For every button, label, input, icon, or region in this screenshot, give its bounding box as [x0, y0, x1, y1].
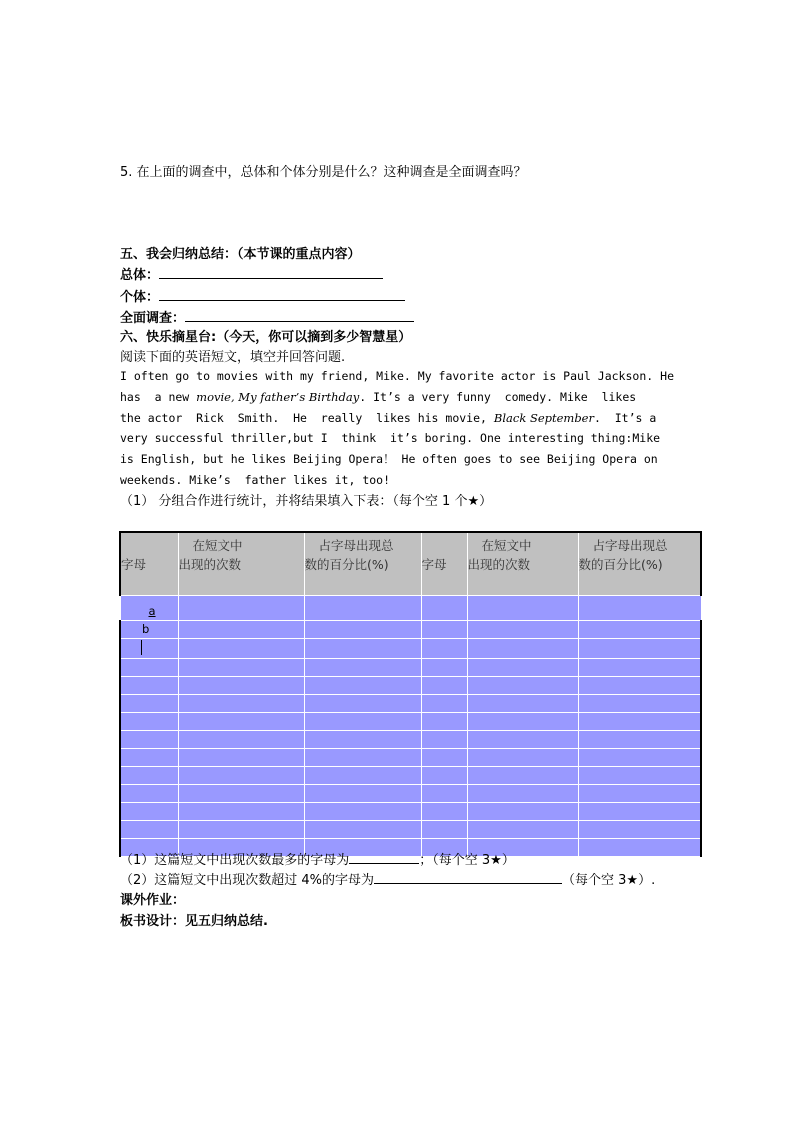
- count-cell[interactable]: [178, 803, 304, 821]
- percent-cell[interactable]: [304, 639, 421, 659]
- passage-line: the actor Rick Smith. He really likes his movie, Black September. It’s a: [120, 410, 657, 425]
- task-1-instruction: （1） 分组合作进行统计，并将结果填入下表：（每个空 1 个★）: [120, 494, 493, 509]
- percent-cell[interactable]: [578, 639, 701, 659]
- percent-cell[interactable]: [578, 803, 701, 821]
- count-cell[interactable]: [467, 695, 578, 713]
- count-cell[interactable]: [467, 731, 578, 749]
- table-row: [120, 803, 701, 821]
- percent-cell[interactable]: [578, 596, 701, 621]
- count-cell[interactable]: [178, 621, 304, 639]
- percent-cell[interactable]: [578, 767, 701, 785]
- count-cell[interactable]: [178, 695, 304, 713]
- percent-cell[interactable]: [578, 713, 701, 731]
- table-row: [120, 695, 701, 713]
- percent-cell[interactable]: [578, 731, 701, 749]
- label-population: 总体：: [120, 268, 160, 283]
- count-cell[interactable]: [178, 677, 304, 695]
- blank-census[interactable]: [185, 308, 414, 322]
- letter-cell[interactable]: [120, 803, 178, 821]
- percent-cell[interactable]: [578, 749, 701, 767]
- percent-cell[interactable]: [578, 677, 701, 695]
- section-6-title: 六、快乐摘星台:（今天，你可以摘到多少智慧星）: [120, 330, 412, 345]
- passage-line: I often go to movies with my friend, Mike. My favorite actor is Paul Jackson. He: [120, 369, 674, 383]
- percent-cell[interactable]: [304, 767, 421, 785]
- count-cell[interactable]: [467, 659, 578, 677]
- table-row: [120, 785, 701, 803]
- percent-cell[interactable]: [578, 821, 701, 839]
- letter-cell[interactable]: b: [120, 621, 178, 639]
- percent-cell[interactable]: [304, 596, 421, 621]
- letter-cell[interactable]: [421, 731, 467, 749]
- percent-cell[interactable]: [578, 695, 701, 713]
- letter-cell[interactable]: [120, 821, 178, 839]
- percent-cell[interactable]: [304, 659, 421, 677]
- fill-line-census: [120, 307, 414, 326]
- letter-cell[interactable]: [120, 731, 178, 749]
- table-row: [120, 659, 701, 677]
- table-row: [120, 713, 701, 731]
- letter-cell[interactable]: [120, 713, 178, 731]
- letter-cell[interactable]: [421, 767, 467, 785]
- count-cell[interactable]: [467, 767, 578, 785]
- table-row: [120, 749, 701, 767]
- homework-label: 课外作业：: [120, 893, 186, 908]
- count-cell[interactable]: [178, 713, 304, 731]
- answer-line-1: （1）这篇短文中出现次数最多的字母为 ；（每个空 3★）: [120, 853, 515, 868]
- count-cell[interactable]: [178, 749, 304, 767]
- section-5-title: 五、我会归纳总结：（本节课的重点内容）: [120, 247, 361, 262]
- count-cell[interactable]: [178, 596, 304, 621]
- reading-instruction: 阅读下面的英语短文，填空并回答问题.: [120, 350, 346, 365]
- count-cell[interactable]: [467, 639, 578, 659]
- count-cell[interactable]: [467, 677, 578, 695]
- letter-cell[interactable]: [421, 659, 467, 677]
- letter-cell[interactable]: [120, 767, 178, 785]
- passage-line: is English, but he likes Beijing Opera！ He often goes to see Beijing Opera on: [120, 452, 658, 467]
- count-cell[interactable]: [178, 659, 304, 677]
- count-cell[interactable]: [467, 596, 578, 621]
- passage-line: has a new movie, My father’s Birthday. It’s a very funny comedy. Mike likes: [120, 389, 637, 404]
- letter-cell[interactable]: [421, 785, 467, 803]
- fill-line-individual: [120, 286, 405, 305]
- percent-cell[interactable]: [304, 821, 421, 839]
- letter-cell[interactable]: [421, 749, 467, 767]
- letter-cell[interactable]: [421, 821, 467, 839]
- count-cell[interactable]: [467, 713, 578, 731]
- header-percent-2: 占字母出现总 数的百分比(%): [578, 532, 701, 596]
- percent-cell[interactable]: [304, 621, 421, 639]
- fill-line-population: [120, 264, 383, 283]
- table-header-row: [120, 532, 701, 596]
- percent-cell[interactable]: [578, 839, 701, 857]
- board-design: 板书设计：见五归纳总结.: [120, 914, 268, 929]
- header-count-2: 在短文中 出现的次数: [467, 532, 578, 596]
- count-cell[interactable]: [467, 821, 578, 839]
- letter-cell[interactable]: [120, 785, 178, 803]
- count-cell[interactable]: [467, 749, 578, 767]
- percent-cell[interactable]: [304, 677, 421, 695]
- letter-cell[interactable]: [421, 639, 467, 659]
- count-cell[interactable]: [467, 785, 578, 803]
- percent-cell[interactable]: [304, 803, 421, 821]
- letter-frequency-table: [119, 531, 702, 857]
- count-cell[interactable]: [467, 621, 578, 639]
- letter-cell[interactable]: [120, 639, 178, 659]
- percent-cell[interactable]: [578, 621, 701, 639]
- blank-most-frequent[interactable]: [349, 851, 419, 864]
- label-census: 全面调查：: [120, 311, 186, 326]
- letter-cell[interactable]: [421, 621, 467, 639]
- header-percent: 占字母出现总 数的百分比(%): [304, 532, 421, 596]
- table-row: [120, 821, 701, 839]
- letter-cell[interactable]: [421, 803, 467, 821]
- table-row: [120, 731, 701, 749]
- passage-line: weekends. Mike’s father likes it, too!: [120, 472, 391, 487]
- letter-cell[interactable]: [120, 677, 178, 695]
- table-row: [120, 596, 701, 621]
- count-cell[interactable]: [178, 785, 304, 803]
- header-count: 在短文中 出现的次数: [178, 532, 304, 596]
- answer-line-2: （2）这篇短文中出现次数超过 4%的字母为 （每个空 3★）.: [120, 873, 656, 888]
- text-cursor: [141, 640, 142, 655]
- percent-cell[interactable]: [304, 749, 421, 767]
- letter-cell[interactable]: [421, 596, 467, 621]
- letter-cell[interactable]: [421, 695, 467, 713]
- count-cell[interactable]: [178, 731, 304, 749]
- count-cell[interactable]: [178, 639, 304, 659]
- header-letter-2: 字母: [421, 532, 467, 596]
- count-cell[interactable]: [178, 767, 304, 785]
- percent-cell[interactable]: [304, 785, 421, 803]
- table-row: [120, 639, 701, 659]
- blank-population[interactable]: [159, 265, 383, 279]
- letter-cell[interactable]: [120, 749, 178, 767]
- blank-over-4-percent[interactable]: [374, 871, 562, 884]
- percent-cell[interactable]: [304, 713, 421, 731]
- count-cell[interactable]: [467, 803, 578, 821]
- letter-cell[interactable]: [120, 695, 178, 713]
- label-individual: 个体：: [120, 290, 160, 305]
- blank-individual[interactable]: [159, 287, 405, 301]
- percent-cell[interactable]: [578, 659, 701, 677]
- count-cell[interactable]: [178, 821, 304, 839]
- percent-cell[interactable]: [304, 695, 421, 713]
- letter-cell[interactable]: [421, 677, 467, 695]
- question-5: 5. 在上面的调查中，总体和个体分别是什么？这种调查是全面调查吗？: [120, 165, 527, 180]
- table-row: [120, 677, 701, 695]
- passage-line: very successful thriller,but I think it’s boring. One interesting thing:Mike: [120, 431, 661, 446]
- header-letter: 字母: [120, 532, 178, 596]
- table-row: [120, 767, 701, 785]
- table-row: [120, 621, 701, 639]
- letter-cell[interactable]: [120, 659, 178, 677]
- percent-cell[interactable]: [578, 785, 701, 803]
- letter-cell[interactable]: a: [120, 596, 178, 621]
- letter-cell[interactable]: [421, 713, 467, 731]
- english-passage: [120, 366, 674, 491]
- percent-cell[interactable]: [304, 731, 421, 749]
